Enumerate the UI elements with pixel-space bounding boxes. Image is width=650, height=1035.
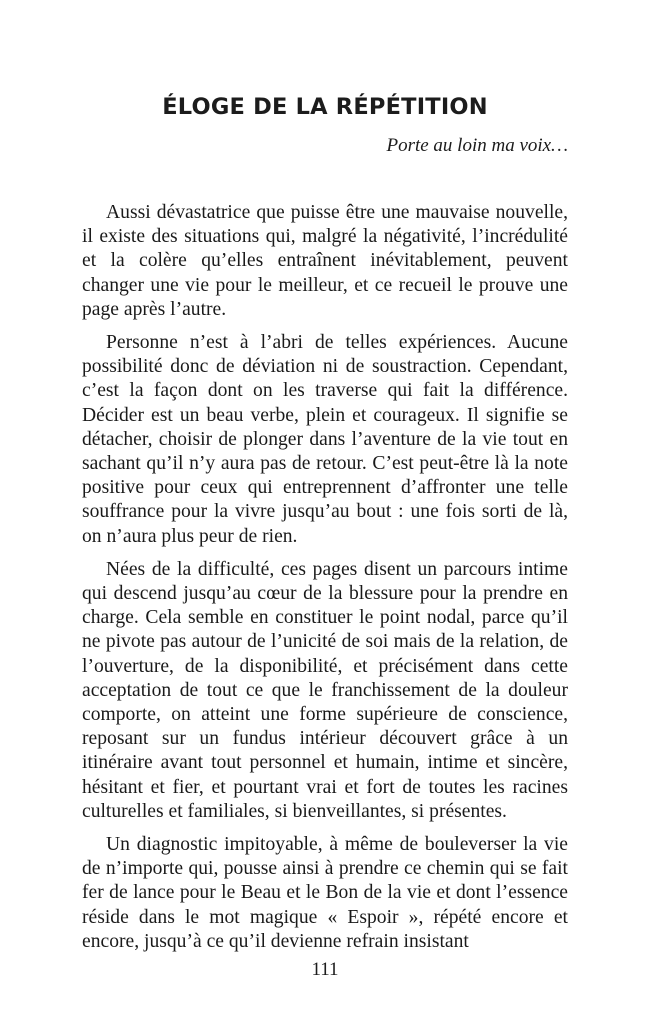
paragraph: Nées de la difficulté, ces pages disent un parcours intime qui descend jusqu’au cœur de la blessure pour la prendre en charge. Cela semble en constituer le point nodal, parce qu’il ne pivote pas autour de l’unicité de soi mais de la relation, de l’ouverture, de la disponibilité, et précisément dans cette acceptation de tout ce que le franchissement de la douleur comporte, on atteint une forme supérieure de conscience, reposant sur un fundus intérieur découvert grâce à un itinéraire avant tout personnel et humain, intime et sincère, hésitant et fier, et pourtant vrai et fort de toutes les racines culturelles et familiales, si bienveillantes, si présentes.: [82, 558, 568, 822]
paragraph: Aussi dévastatrice que puisse être une mauvaise nouvelle, il existe des situations qui, malgré la négativité, l’incrédulité et la colère qu’elles entraînent inévitablement, peuvent changer une vie pour le meilleur, et ce recueil le prouve une page après l’autre.: [82, 202, 568, 320]
page-number: 111: [311, 959, 339, 980]
chapter-title: ÉLOGE DE LA RÉPÉTITION: [162, 94, 488, 120]
paragraph: Un diagnostic impitoyable, à même de bouleverser la vie de n’importe qui, pousse ainsi à prendre ce chemin qui se fait fer de lance pour le Beau et le Bon de la vie et dont l’essence réside dans le mot magique « Espoir », répété encore et encore, jusqu’à ce qu’il devienne refrain insistant: [82, 834, 568, 952]
body-text: [82, 201, 568, 963]
paragraph: Personne n’est à l’abri de telles expériences. Aucune possibilité donc de déviation ni de soustraction. Cependant, c’est la façon dont on les traverse qui fait la différence. Décider est un beau verbe, plein et courageux. Il signifie se détacher, choisir de plonger dans l’aventure de la vie tout en sachant qu’il n’y aura pas de retour. C’est peut-être là la note positive pour ceux qui entreprennent d’affronter une telle souffrance pour la vivre jusqu’au bout : une fois sorti de là, on n’aura plus peur de rien.: [82, 332, 568, 547]
chapter-epigraph: Porte au loin ma voix…: [386, 135, 568, 156]
